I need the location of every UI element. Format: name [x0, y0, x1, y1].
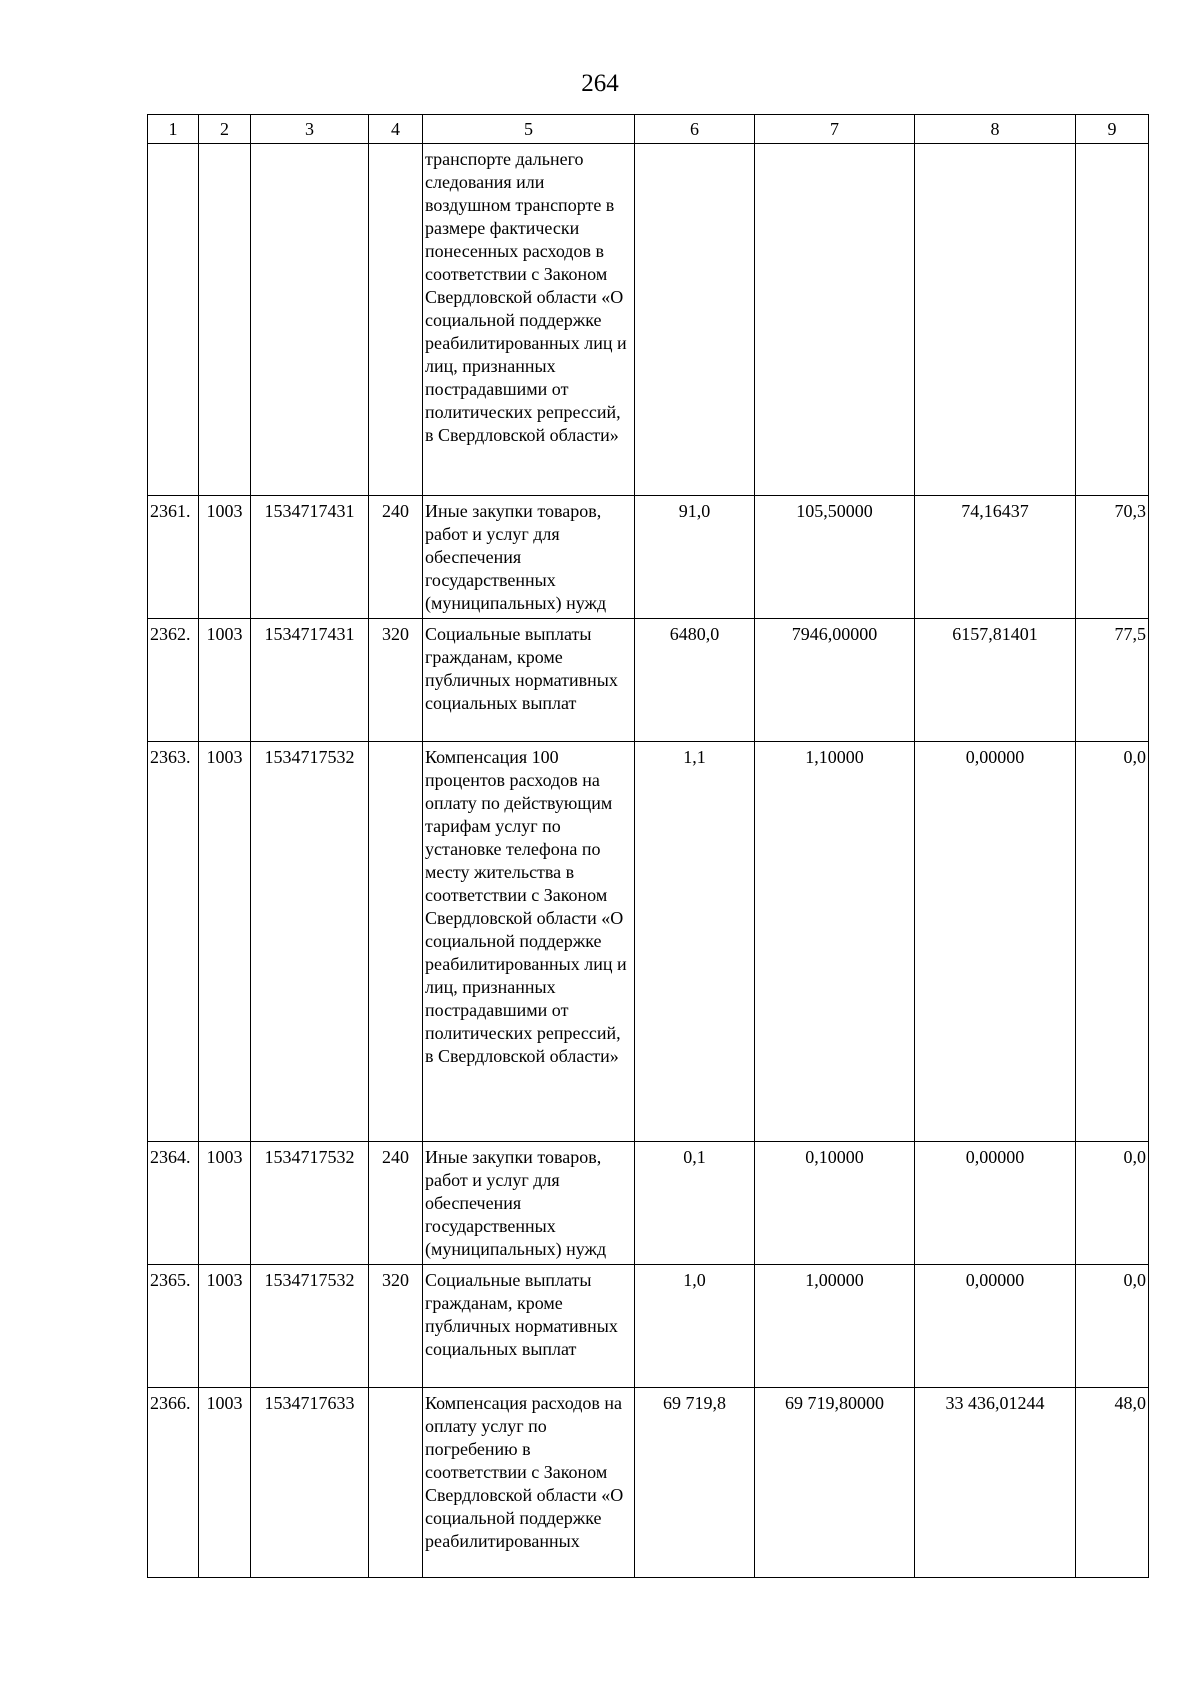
table-row: [148, 1265, 1149, 1388]
row-number: 2362.: [148, 619, 199, 742]
section-code: 1003: [199, 496, 251, 619]
item-name: Компенсация расходов на оплату услуг по погребению в соответствии с Законом Свердловской области «О социальной поддержке реабилитированных: [423, 1388, 635, 1578]
header-row: [148, 115, 1149, 144]
item-name: Иные закупки товаров, работ и услуг для обеспечения государственных (муниципальных) нужд: [423, 496, 635, 619]
table-row: [148, 144, 1149, 496]
value-col-9: 77,5: [1076, 619, 1149, 742]
value-col-8: [915, 144, 1076, 496]
row-number: 2361.: [148, 496, 199, 619]
value-col-7: 0,10000: [755, 1142, 915, 1265]
header-cell: 7: [755, 115, 915, 144]
item-name: Иные закупки товаров, работ и услуг для обеспечения государственных (муниципальных) нужд: [423, 1142, 635, 1265]
item-name: транспорте дальнего следования или воздушном транспорте в размере фактически понесенных расходов в соответствии с Законом Свердловской области «О социальной поддержке реабилитированных лиц и лиц, признанных пострадавшими от политических репрессий, в Свердловской области»: [423, 144, 635, 496]
expense-type-code: 320: [369, 619, 423, 742]
table-row: [148, 742, 1149, 1142]
section-code: 1003: [199, 619, 251, 742]
value-col-9: 70,3: [1076, 496, 1149, 619]
budget-table: [147, 114, 1149, 1578]
section-code: 1003: [199, 742, 251, 1142]
value-col-6: 1,1: [635, 742, 755, 1142]
item-name: Социальные выплаты гражданам, кроме публичных нормативных социальных выплат: [423, 1265, 635, 1388]
header-cell: 4: [369, 115, 423, 144]
expense-type-code: [369, 1388, 423, 1578]
value-col-9: 0,0: [1076, 1265, 1149, 1388]
value-col-6: 6480,0: [635, 619, 755, 742]
header-cell: 8: [915, 115, 1076, 144]
table-row: [148, 496, 1149, 619]
value-col-7: 1,10000: [755, 742, 915, 1142]
value-col-8: 0,00000: [915, 1265, 1076, 1388]
header-cell: 9: [1076, 115, 1149, 144]
expense-type-code: 320: [369, 1265, 423, 1388]
value-col-7: 1,00000: [755, 1265, 915, 1388]
section-code: 1003: [199, 1265, 251, 1388]
value-col-6: 1,0: [635, 1265, 755, 1388]
target-code: 1534717532: [251, 1265, 369, 1388]
section-code: [199, 144, 251, 496]
value-col-6: 69 719,8: [635, 1388, 755, 1578]
target-code: 1534717532: [251, 742, 369, 1142]
value-col-7: 7946,00000: [755, 619, 915, 742]
value-col-9: 48,0: [1076, 1388, 1149, 1578]
section-code: 1003: [199, 1388, 251, 1578]
target-code: 1534717532: [251, 1142, 369, 1265]
value-col-9: 0,0: [1076, 1142, 1149, 1265]
table-row: [148, 619, 1149, 742]
expense-type-code: [369, 144, 423, 496]
value-col-7: 105,50000: [755, 496, 915, 619]
header-cell: 3: [251, 115, 369, 144]
value-col-8: 74,16437: [915, 496, 1076, 619]
expense-type-code: [369, 742, 423, 1142]
value-col-6: 0,1: [635, 1142, 755, 1265]
value-col-7: [755, 144, 915, 496]
header-cell: 5: [423, 115, 635, 144]
row-number: 2365.: [148, 1265, 199, 1388]
header-cell: 2: [199, 115, 251, 144]
header-cell: 1: [148, 115, 199, 144]
item-name: Социальные выплаты гражданам, кроме публичных нормативных социальных выплат: [423, 619, 635, 742]
table-row: [148, 1388, 1149, 1578]
expense-type-code: 240: [369, 496, 423, 619]
target-code: 1534717431: [251, 619, 369, 742]
value-col-8: 0,00000: [915, 1142, 1076, 1265]
row-number: 2364.: [148, 1142, 199, 1265]
value-col-9: [1076, 144, 1149, 496]
target-code: [251, 144, 369, 496]
expense-type-code: 240: [369, 1142, 423, 1265]
value-col-8: 6157,81401: [915, 619, 1076, 742]
value-col-6: 91,0: [635, 496, 755, 619]
value-col-8: 0,00000: [915, 742, 1076, 1142]
header-cell: 6: [635, 115, 755, 144]
value-col-8: 33 436,01244: [915, 1388, 1076, 1578]
value-col-7: 69 719,80000: [755, 1388, 915, 1578]
row-number: 2363.: [148, 742, 199, 1142]
target-code: 1534717431: [251, 496, 369, 619]
value-col-6: [635, 144, 755, 496]
item-name: Компенсация 100 процентов расходов на оплату по действующим тарифам услуг по установке телефона по месту жительства в соответствии с Законом Свердловской области «О социальной поддержке реабилитированных лиц и лиц, признанных пострадавшими от политических репрессий, в Свердловской области»: [423, 742, 635, 1142]
row-number: [148, 144, 199, 496]
page-number: 264: [581, 70, 619, 97]
section-code: 1003: [199, 1142, 251, 1265]
value-col-9: 0,0: [1076, 742, 1149, 1142]
row-number: 2366.: [148, 1388, 199, 1578]
target-code: 1534717633: [251, 1388, 369, 1578]
table-row: [148, 1142, 1149, 1265]
